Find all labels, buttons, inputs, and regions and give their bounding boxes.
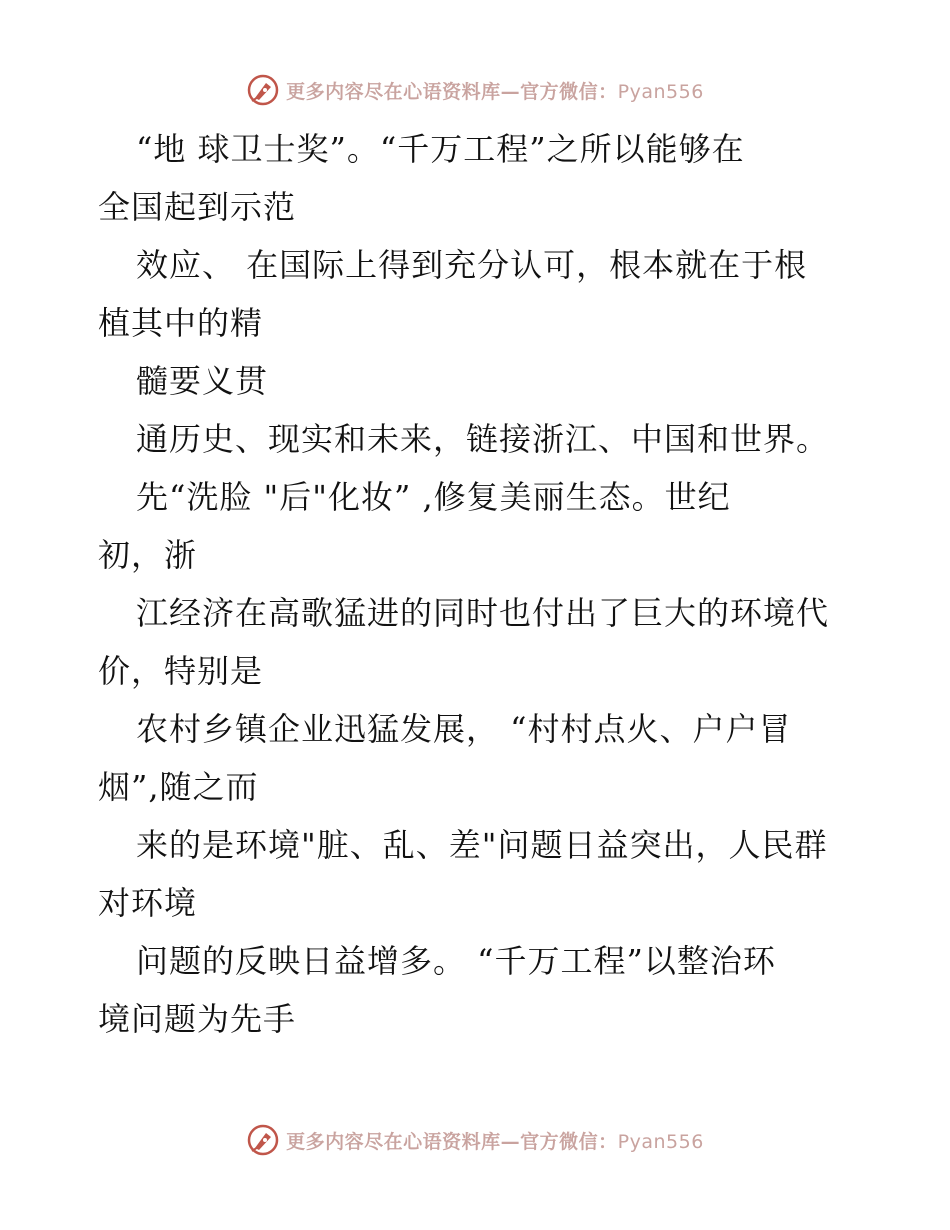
footer-watermark xyxy=(0,1120,950,1160)
body-line: 境问题为先手 xyxy=(98,1000,297,1038)
body-line: 来的是环境"脏、乱、差"问题日益突出，人民群 xyxy=(136,826,828,864)
body-line: 通历史、现实和未来，链接浙江、中国和世界。 xyxy=(136,420,830,458)
body-line: 植其中的精 xyxy=(98,304,264,342)
body-line: 对环境 xyxy=(98,884,198,922)
body-line: 烟”,随之而 xyxy=(98,768,259,806)
body-line: 江经济在高歌猛进的同时也付出了巨大的环境代 xyxy=(136,594,830,632)
body-line: 髓要义贯 xyxy=(136,362,269,400)
body-line: 效应、 在国际上得到充分认可，根本就在于根 xyxy=(136,246,808,284)
watermark-text: 更多内容尽在心语资料库—官方微信：Pyan556 xyxy=(286,1130,704,1153)
body-line: 农村乡镇企业迅猛发展， “村村点火、户户冒 xyxy=(136,710,792,748)
body-line: “地 球卫士奖”。“千万工程”之所以能够在 xyxy=(136,130,745,168)
body-line: 初，浙 xyxy=(98,536,198,574)
body-line: 价，特别是 xyxy=(98,652,264,690)
document-body xyxy=(98,120,858,1048)
watermark-id: Pyan556 xyxy=(617,80,704,103)
pen-nib-circle-icon xyxy=(246,73,280,107)
body-line: 先“洗脸 "后"化妆” ,修复美丽生态。世纪 xyxy=(136,478,731,516)
watermark-id: Pyan556 xyxy=(617,1130,704,1153)
body-line: 问题的反映日益增多。 “千万工程”以整治环 xyxy=(136,942,776,980)
header-watermark xyxy=(0,70,950,110)
pen-nib-circle-icon xyxy=(246,1123,280,1157)
body-line: 全国起到示范 xyxy=(98,188,297,226)
watermark-text: 更多内容尽在心语资料库—官方微信：Pyan556 xyxy=(286,80,704,103)
